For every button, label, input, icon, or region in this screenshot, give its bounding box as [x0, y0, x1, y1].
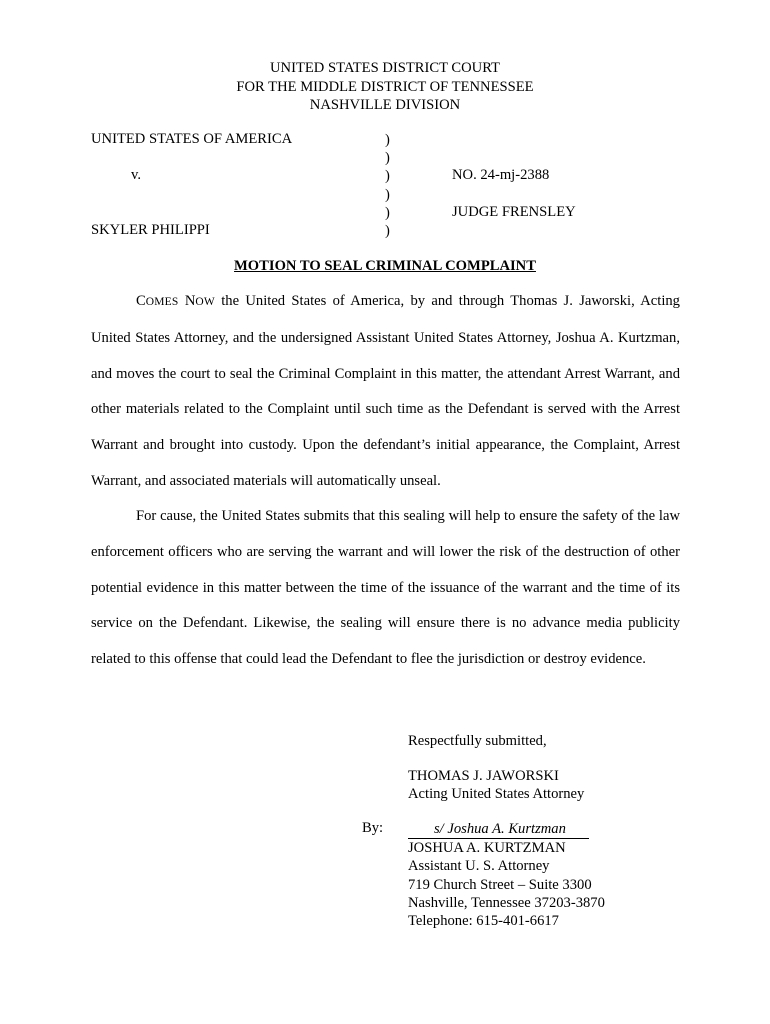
caption-paren: )	[385, 168, 390, 185]
address-line-1: 719 Church Street – Suite 3300	[408, 876, 592, 893]
attorney-name: THOMAS J. JAWORSKI	[408, 768, 559, 784]
electronic-signature: s/ Joshua A. Kurtzman	[408, 820, 589, 839]
caption-parentheses	[385, 131, 390, 240]
signer-block	[408, 820, 605, 930]
caption-paren: )	[385, 204, 390, 221]
defendant-name: SKYLER PHILIPPI	[91, 222, 210, 238]
caption-paren: )	[385, 132, 390, 148]
paragraph-1-text: the United States of America, by and through Thomas J. Jaworski, Acting United States Attorney, and the undersigned Assistant United States Attorney, Joshua A. Kurtzman, and moves the court to seal the Criminal Complaint in this matter, the attendant Arrest Warrant, and other materials related to the Complaint until such time as the Defendant is served with the Arrest Warrant and brought into custody. Upon the defendant’s initial appearance, the Complaint, Arrest Warrant, and associated materials will automatically unseal.	[91, 293, 680, 489]
case-number: NO. 24-mj-2388	[452, 167, 550, 183]
caption-paren: )	[385, 186, 390, 203]
attorney-title: Acting United States Attorney	[408, 786, 585, 803]
small-caps-n: N	[178, 293, 196, 309]
signer-title: Assistant U. S. Attorney	[408, 858, 550, 875]
address-line-2: Nashville, Tennessee 37203-3870	[408, 894, 605, 911]
small-caps-c: C	[136, 293, 146, 309]
signer-name: JOSHUA A. KURTZMAN	[408, 840, 566, 857]
plaintiff-name: UNITED STATES OF AMERICA	[91, 131, 293, 147]
motion-paragraph-1	[91, 284, 680, 500]
motion-title: MOTION TO SEAL CRIMINAL COMPLAINT	[234, 258, 536, 274]
judge-name: JUDGE FRENSLEY	[452, 204, 576, 220]
court-header	[0, 59, 770, 115]
by-label: By:	[362, 820, 384, 836]
caption-paren: )	[385, 150, 390, 167]
telephone: Telephone: 615-401-6617	[408, 913, 559, 930]
court-name: UNITED STATES DISTRICT COURT	[270, 60, 500, 76]
closing-line: Respectfully submitted,	[408, 733, 547, 749]
small-caps-ow: OW	[195, 296, 215, 308]
versus-label: v.	[131, 167, 141, 183]
court-district: FOR THE MIDDLE DISTRICT OF TENNESSEE	[236, 78, 534, 95]
small-caps-omes: OMES	[145, 296, 179, 308]
paragraph-2-text: For cause, the United States submits that this sealing will help to ensure the safety of the law enforcement officers who are serving the warrant and will lower the risk of the destruction of other potential evidence in this matter between the time of the issuance of the warrant and the time of its service on the Defendant. Likewise, the sealing will ensure there is no advance media publicity related to this offense that could lead the Defendant to flee the jurisdiction or destroy evidence.	[91, 508, 680, 668]
attorney-block	[408, 767, 584, 803]
caption-paren: )	[385, 222, 390, 239]
motion-paragraph-2	[91, 499, 680, 678]
court-division: NASHVILLE DIVISION	[309, 97, 461, 113]
